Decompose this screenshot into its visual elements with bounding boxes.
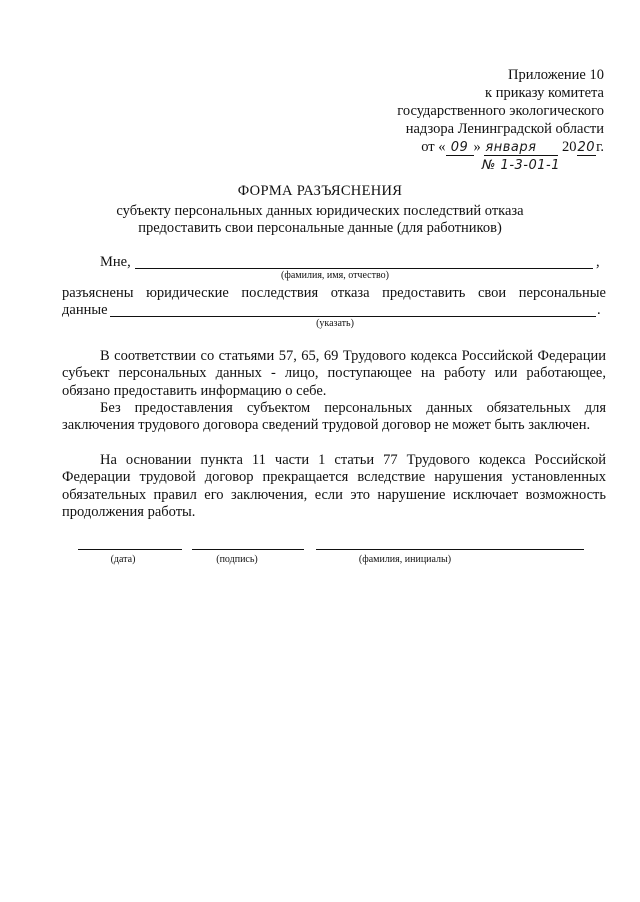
appendix-date: [397, 138, 604, 156]
date-suffix: г.: [596, 139, 604, 155]
appendix-order-ref: к приказу комитета: [485, 85, 604, 101]
signature-hint: (подпись): [216, 554, 258, 565]
date-hint: (дата): [110, 554, 136, 565]
data-hint: (указать): [316, 318, 354, 329]
data-field-line[interactable]: [110, 316, 596, 317]
name-sign-line[interactable]: [316, 549, 584, 550]
subtitle-line-2: предоставить свои персональные данные (для работников): [138, 220, 502, 236]
date-day: 09: [446, 141, 474, 156]
fio-hint: (фамилия, имя, отчество): [281, 270, 389, 281]
date-year: 20: [577, 140, 596, 155]
appendix-region: надзора Ленинградской области: [405, 121, 604, 137]
paragraph-3: На основании пункта 11 части 1 статьи 77 Трудового кодекса Российской Федерации трудовой договор прекращается вследствие нарушения установленных обязательных правил его заключения, если это нарушение исключает возможность продолжения работы.: [62, 452, 606, 520]
date-month: января: [484, 141, 558, 156]
order-number: № 1-3-01-1: [481, 158, 560, 173]
date-year-prefix: 20: [562, 139, 577, 155]
explained-text: разъяснены юридические последствия отказа предоставить свои персональные: [62, 285, 606, 301]
data-dot: .: [597, 302, 601, 318]
to-comma: ,: [596, 254, 600, 270]
appendix-number: Приложение 10: [508, 67, 604, 83]
paragraph-2: Без предоставления субъектом персональных данных обязательных для заключения трудового договора сведений трудовой договор не может быть заключен.: [62, 400, 606, 434]
date-mid: »: [473, 139, 481, 155]
data-label: данные: [62, 302, 108, 318]
paragraph-1: В соответствии со статьями 57, 65, 69 Трудового кодекса Российской Федерации субъект персональных данных - лицо, поступающее на работу или работающее, обязано предоставить информацию о себе.: [62, 348, 606, 399]
appendix-committee: государственного экологического: [397, 103, 604, 119]
date-prefix: от «: [421, 139, 446, 155]
name-hint: (фамилия, инициалы): [358, 554, 452, 565]
to-label: Мне,: [100, 254, 131, 270]
date-sign-line[interactable]: [78, 549, 182, 550]
fio-field-line[interactable]: [135, 268, 593, 269]
form-subtitle: [0, 203, 640, 237]
signature-line[interactable]: [192, 549, 304, 550]
subtitle-line-1: субъекту персональных данных юридических последствий отказа: [116, 203, 524, 219]
form-title: ФОРМА РАЗЪЯСНЕНИЯ: [237, 183, 403, 199]
appendix-header: [397, 66, 604, 175]
